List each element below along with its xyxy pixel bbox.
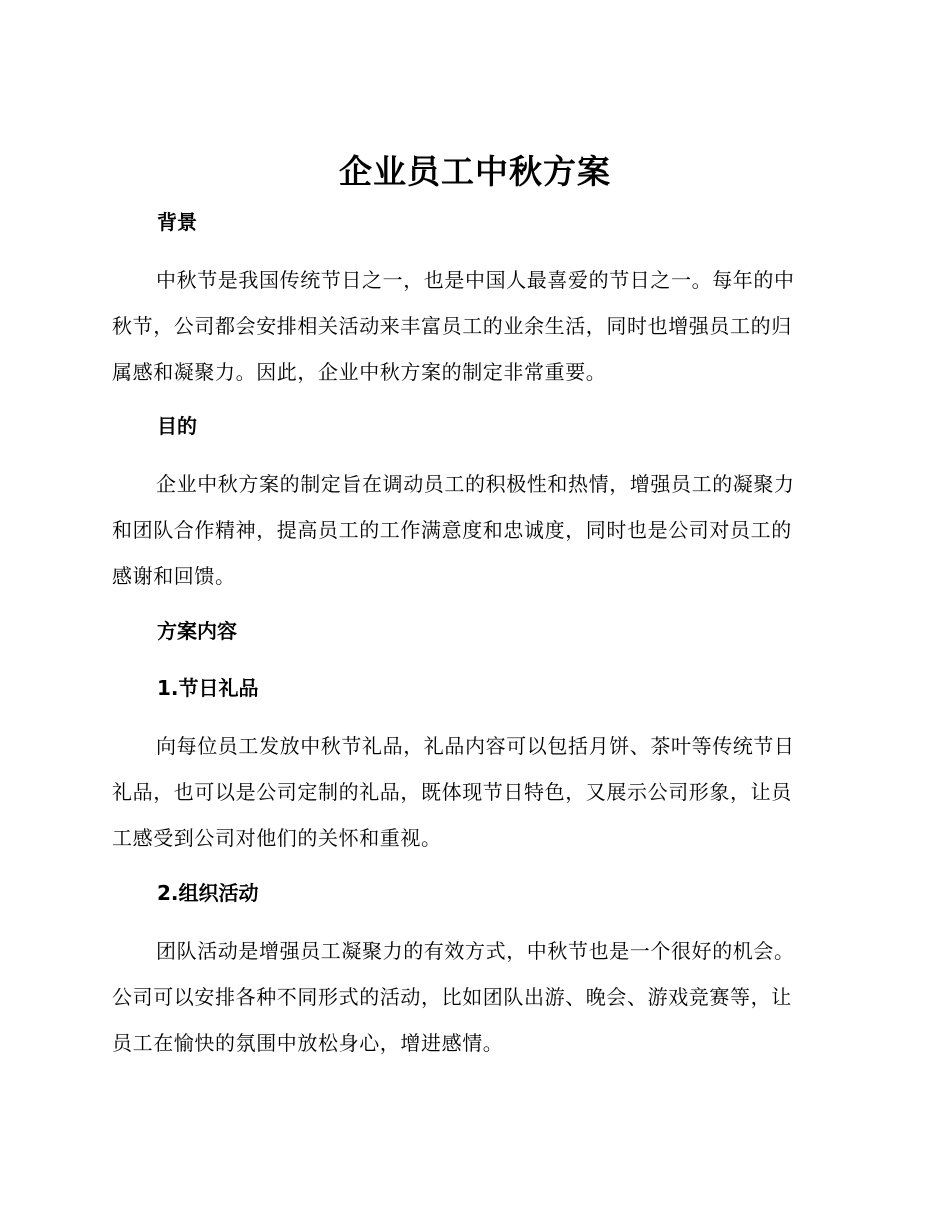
paragraph-line: 团队活动是增强员工凝聚力的有效方式，中秋节也是一个很好的机会。	[156, 939, 795, 963]
paragraph-line: 员工在愉快的氛围中放松身心，增进感情。	[112, 1031, 504, 1055]
document-title: 企业员工中秋方案	[339, 152, 611, 191]
paragraph-gift	[112, 723, 834, 861]
paragraph-line: 感谢和回馈。	[112, 564, 236, 588]
paragraph-line: 公司可以安排各种不同形式的活动，比如团队出游、晚会、游戏竞赛等，让	[112, 985, 792, 1009]
heading-background: 背景	[157, 210, 197, 234]
heading-content: 方案内容	[157, 619, 237, 643]
paragraph-activity	[112, 928, 834, 1066]
paragraph-line: 属感和凝聚力。因此，企业中秋方案的制定非常重要。	[112, 360, 607, 384]
heading-purpose: 目的	[157, 414, 197, 438]
paragraph-line: 企业中秋方案的制定旨在调动员工的积极性和热情，增强员工的凝聚力	[156, 472, 795, 496]
paragraph-line: 中秋节是我国传统节日之一，也是中国人最喜爱的节日之一。每年的中	[156, 268, 795, 292]
paragraph-line: 工感受到公司对他们的关怀和重视。	[112, 826, 442, 850]
heading-gift: 1.节日礼品	[157, 676, 259, 700]
paragraph-line: 秋节，公司都会安排相关活动来丰富员工的业余生活，同时也增强员工的归	[112, 314, 792, 338]
paragraph-background	[112, 257, 834, 395]
heading-activity: 2.组织活动	[157, 881, 259, 905]
paragraph-line: 和团队合作精神，提高员工的工作满意度和忠诚度，同时也是公司对员工的	[112, 518, 792, 542]
paragraph-line: 礼品，也可以是公司定制的礼品，既体现节日特色，又展示公司形象，让员	[112, 780, 792, 804]
paragraph-purpose	[112, 461, 834, 599]
paragraph-line: 向每位员工发放中秋节礼品，礼品内容可以包括月饼、茶叶等传统节日	[156, 734, 795, 758]
